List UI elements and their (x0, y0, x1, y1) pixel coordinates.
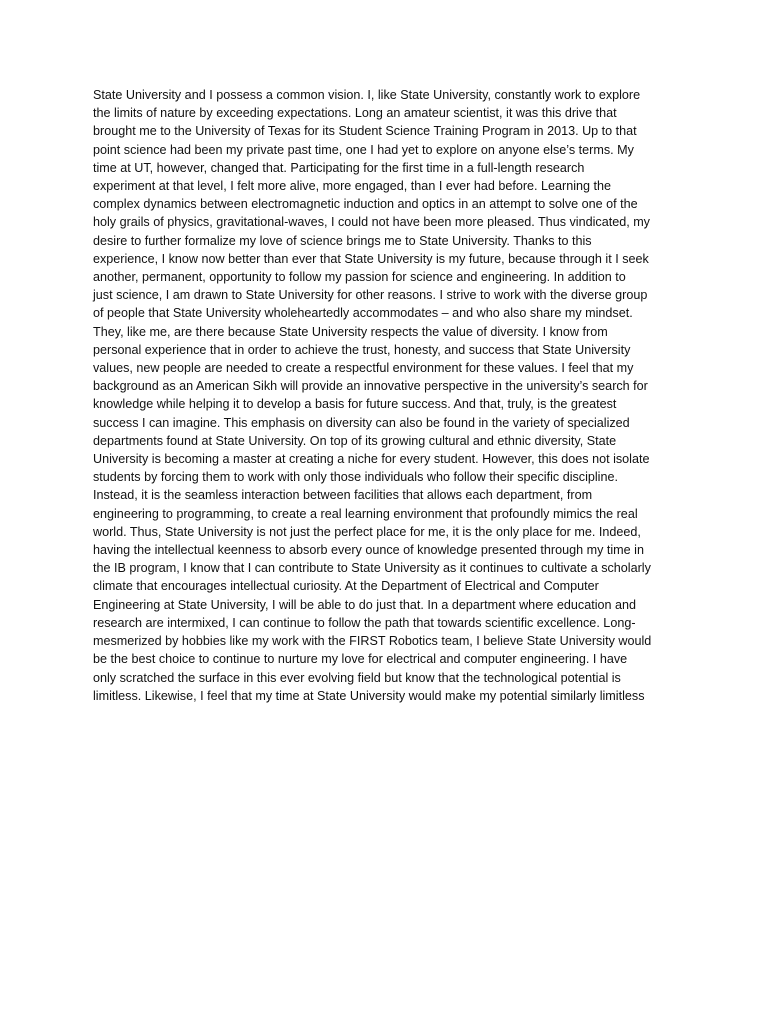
essay-line: background as an American Sikh will provide an innovative perspective in the university’s search for (93, 379, 648, 394)
essay-line: just science, I am drawn to State University for other reasons. I strive to work with the diverse group (93, 288, 648, 303)
essay-line: They, like me, are there because State University respects the value of diversity. I know from (93, 324, 608, 339)
essay-line: Engineering at State University, I will be able to do just that. In a department where education and (93, 597, 637, 612)
essay-line: knowledge while helping it to develop a basis for future success. And that, truly, is the greatest (93, 397, 617, 412)
essay-body (93, 86, 693, 705)
essay-line: limitless. Likewise, I feel that my time at State University would make my potential similarly limitless (93, 688, 645, 703)
essay-line: complex dynamics between electromagnetic induction and optics in an attempt to solve one of the (93, 197, 638, 212)
essay-line: point science had been my private past time, one I had yet to explore on anyone else’s terms. My (93, 142, 634, 157)
essay-line: the limits of nature by exceeding expectations. Long an amateur scientist, it was this drive that (93, 106, 617, 121)
essay-line: engineering to programming, to create a real learning environment that profoundly mimics the real (93, 506, 638, 521)
essay-line: University is becoming a master at creating a niche for every student. However, this does not isolate (93, 452, 650, 467)
essay-line: be the best choice to continue to nurture my love for electrical and computer engineering. I have (93, 652, 628, 667)
essay-line: departments found at State University. On top of its growing cultural and ethnic diversity, State (93, 433, 617, 448)
essay-line: experiment at that level, I felt more alive, more engaged, than I ever had before. Learning the (93, 179, 612, 194)
essay-line: students by forcing them to work with only those individuals who follow their specific discipline. (93, 470, 618, 485)
essay-line: world. Thus, State University is not just the perfect place for me, it is the only place for me. Indeed, (93, 524, 641, 539)
essay-line: of people that State University wholeheartedly accommodates – and who also share my mindset. (93, 306, 633, 321)
essay-line: research are intermixed, I can continue to follow the path that towards scientific excellence. Long- (93, 615, 636, 630)
essay-line: State University and I possess a common vision. I, like State University, constantly work to explore (93, 88, 641, 102)
essay-line: values, new people are needed to create a respectful environment for these values. I feel that my (93, 361, 634, 376)
essay-line: climate that encourages intellectual curiosity. At the Department of Electrical and Computer (93, 579, 599, 594)
essay-line: experience, I know now better than ever that State University is my future, because through it I seek (93, 251, 649, 266)
essay-line: only scratched the surface in this ever evolving field but know that the technological potential is (93, 670, 621, 685)
essay-line: the IB program, I know that I can contribute to State University as it continues to cultivate a scholarly (93, 561, 651, 576)
essay-line: desire to further formalize my love of science brings me to State University. Thanks to this (93, 233, 592, 248)
essay-line: success I can imagine. This emphasis on diversity can also be found in the variety of specialized (93, 415, 630, 430)
essay-line: brought me to the University of Texas for its Student Science Training Program in 2013. Up to that (93, 124, 637, 139)
essay-line: personal experience that in order to achieve the trust, honesty, and success that State University (93, 342, 631, 357)
essay-line: another, permanent, opportunity to follow my passion for science and engineering. In addition to (93, 270, 626, 285)
essay-line: holy grails of physics, gravitational-waves, I could not have been more pleased. Thus vindicated, my (93, 215, 650, 230)
essay-line: Instead, it is the seamless interaction between facilities that allows each department, from (93, 488, 593, 503)
essay-line: mesmerized by hobbies like my work with the FIRST Robotics team, I believe State University would (93, 634, 652, 649)
essay-line: time at UT, however, changed that. Participating for the first time in a full-length research (93, 160, 585, 175)
essay-line: having the intellectual keenness to absorb every ounce of knowledge presented through my time in (93, 543, 644, 558)
